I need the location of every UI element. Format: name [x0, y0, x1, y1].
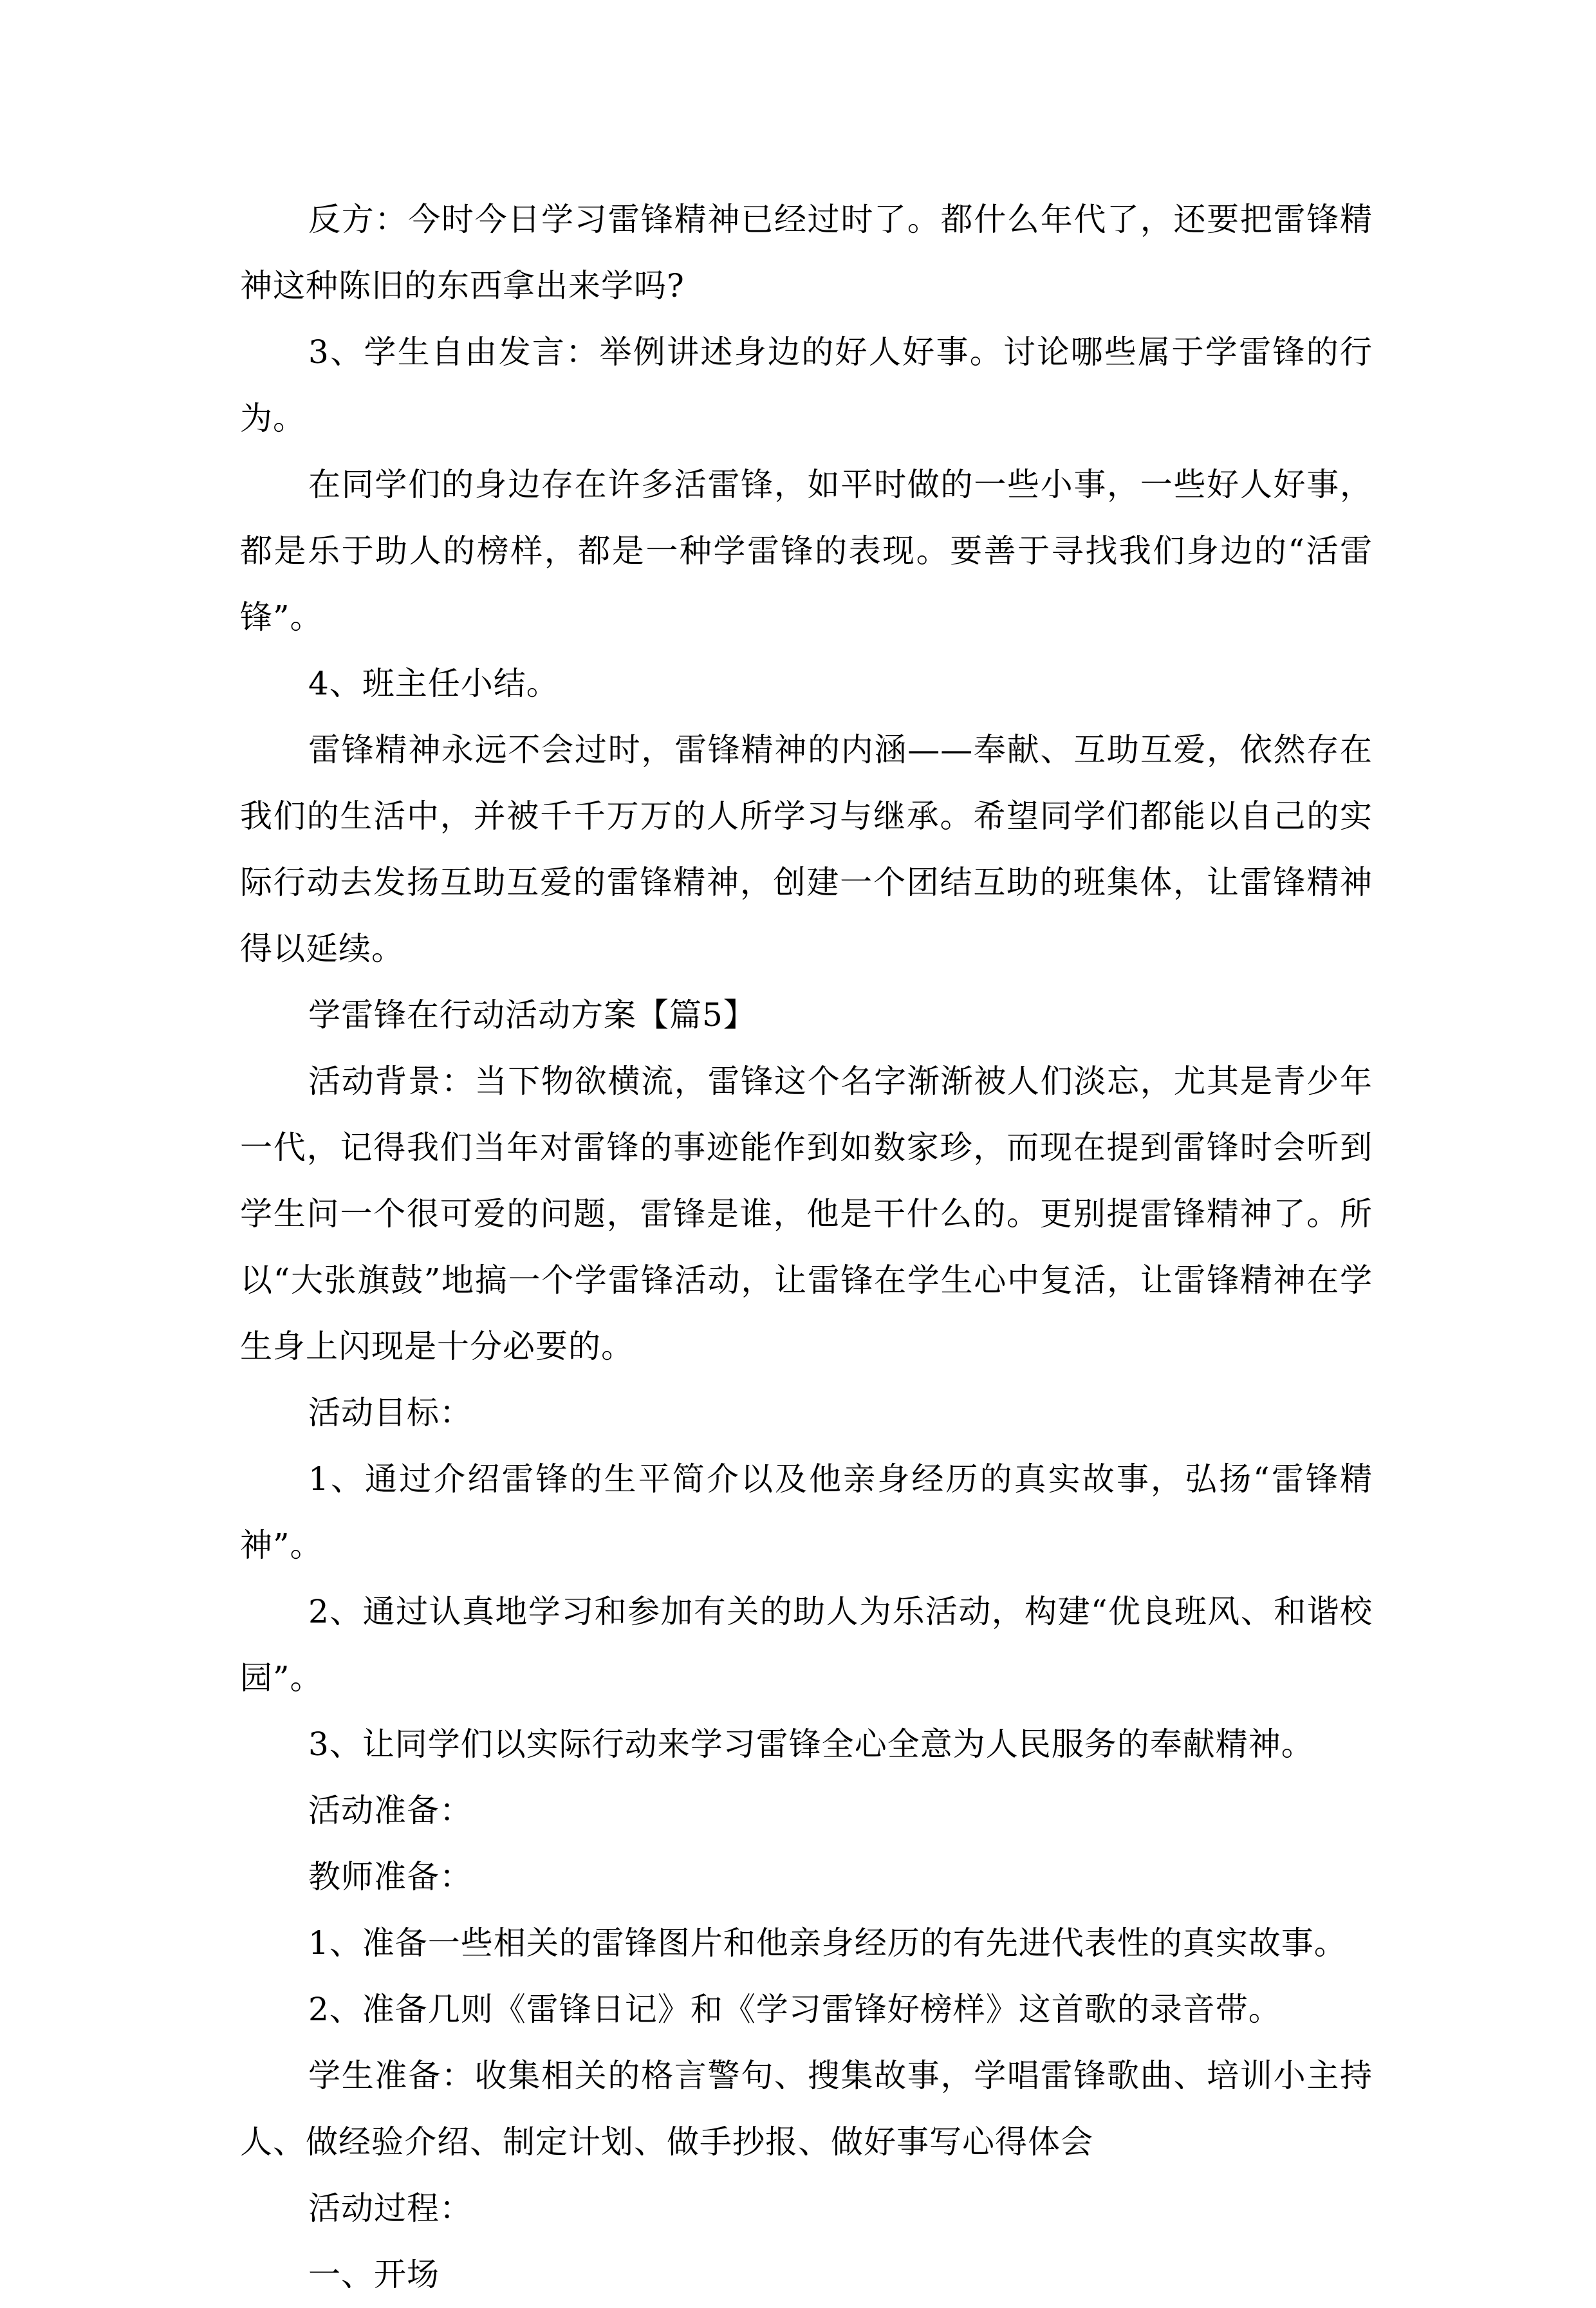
paragraph-teacher-prep-label: 教师准备： — [308, 1858, 472, 1895]
paragraph-goal-1: 1、通过介绍雷锋的生平简介以及他亲身经历的真实故事，弘扬“雷锋精神”。 — [240, 1460, 1373, 1564]
paragraph-process-label: 活动过程： — [308, 2190, 472, 2227]
paragraph-opponent-argument: 反方：今时今日学习雷锋精神已经过时了。都什么年代了，还要把雷锋精神这种陈旧的东西拿出来学吗? — [240, 201, 1373, 304]
paragraph-teacher-prep-2: 2、准备几则《雷锋日记》和《学习雷锋好榜样》这首歌的录音带。 — [308, 1991, 1281, 2028]
paragraph-activity-goals-label: 活动目标： — [308, 1394, 472, 1431]
paragraph-summary: 雷锋精神永远不会过时，雷锋精神的内涵——奉献、互助互爱，依然存在我们的生活中，并被千千万万的人所学习与继承。希望同学们都能以自己的实际行动去发扬互助互爱的雷锋精神，创建一个团结互助的班集体，让雷锋精神得以延续。 — [240, 731, 1373, 967]
paragraph-teacher-prep-1: 1、准备一些相关的雷锋图片和他亲身经历的有先进代表性的真实故事。 — [308, 1924, 1347, 1962]
paragraph-step-3: 3、学生自由发言：举例讲述身边的好人好事。讨论哪些属于学雷锋的行为。 — [240, 333, 1373, 437]
paragraph-preparation-label: 活动准备： — [308, 1792, 472, 1829]
paragraph-activity-background: 活动背景：当下物欲横流，雷锋这个名字渐渐被人们淡忘，尤其是青少年一代，记得我们当年对雷锋的事迹能作到如数家珍，而现在提到雷锋时会听到学生问一个很可爱的问题，雷锋是谁，他是干什么的。更别提雷锋精神了。所以“大张旗鼓”地搞一个学雷锋活动，让雷锋在学生心中复活，让雷锋精神在学生身上闪现是十分必要的。 — [240, 1063, 1373, 1365]
paragraph-step-4: 4、班主任小结。 — [308, 665, 559, 702]
paragraph-opening: 一、开场 — [308, 2256, 440, 2293]
paragraph-goal-3: 3、让同学们以实际行动来学习雷锋全心全意为人民服务的奉献精神。 — [308, 1726, 1314, 1763]
document-body — [240, 187, 1373, 2308]
paragraph-living-lei-feng: 在同学们的身边存在许多活雷锋，如平时做的一些小事，一些好人好事，都是乐于助人的榜样，都是一种学雷锋的表现。要善于寻找我们身边的“活雷锋”。 — [240, 466, 1373, 636]
paragraph-goal-2: 2、通过认真地学习和参加有关的助人为乐活动，构建“优良班风、和谐校园”。 — [240, 1593, 1373, 1697]
paragraph-student-prep: 学生准备：收集相关的格言警句、搜集故事，学唱雷锋歌曲、培训小主持人、做经验介绍、制定计划、做手抄报、做好事写心得体会 — [240, 2057, 1373, 2161]
section-heading-part-5: 学雷锋在行动活动方案【篇5】 — [308, 996, 756, 1034]
